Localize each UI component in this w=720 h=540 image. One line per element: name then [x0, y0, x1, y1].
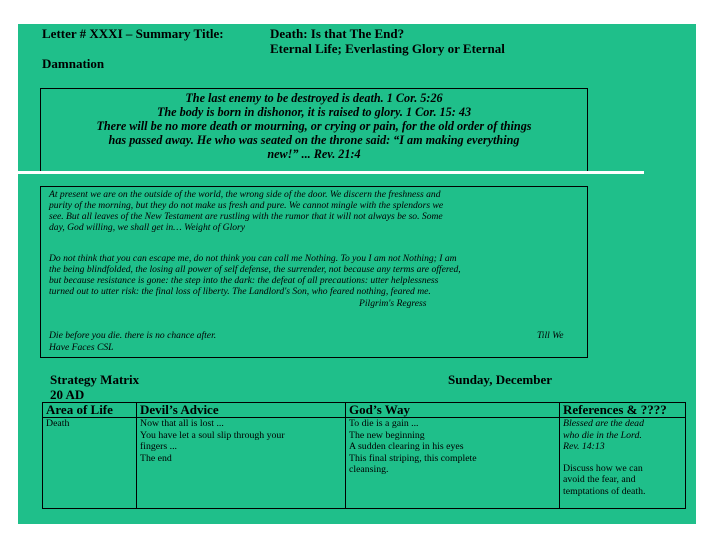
quote-line: purity of the morning, but they do not make us fresh and pure. We cannot mingle with the splendors we — [49, 200, 444, 211]
column-header-area: Area of Life — [43, 403, 137, 418]
quote-line: turned out to utter risk: the final loss of liberty. The Landlord's Son, who feared nothing, feared me. — [49, 286, 431, 297]
devil-cell — [137, 418, 346, 509]
matrix-title: Strategy Matrix — [50, 372, 140, 387]
quotes-box — [40, 186, 588, 358]
quote-line: see. But all leaves of the New Testament are rustling with the rumor that it will not always be so. Some — [49, 211, 443, 222]
cell-line: A sudden clearing in his eyes — [349, 441, 464, 453]
quote-line: Die before you die. there is no chance after. — [49, 330, 217, 341]
quote-source: Till We — [537, 330, 564, 341]
cell-line: To die is a gain ... — [349, 418, 419, 429]
cell-line: Discuss how we can — [563, 462, 643, 474]
cell-line: Rev. 14:13 — [563, 441, 605, 453]
strategy-matrix-table — [42, 402, 686, 509]
quote-source: Pilgrim's Regress — [359, 298, 427, 309]
god-cell — [346, 418, 560, 509]
scripture-line: There will be no more death or mourning, or crying or pain, for the old order of things — [96, 119, 532, 133]
column-header-god: God’s Way — [346, 403, 560, 418]
divider-line — [18, 171, 644, 174]
slide — [18, 24, 696, 524]
area-value: Death — [46, 418, 70, 429]
summary-title-line-2: Eternal Life; Everlasting Glory or Eternal — [270, 41, 505, 56]
quote-line: Have Faces CSL — [49, 342, 114, 353]
table-row — [43, 418, 686, 509]
quote-line: but because resistance is gone: the step into the dark: the defeat of all precautions: utter helplessness — [49, 275, 439, 286]
cell-line: This final striping, this complete — [349, 452, 477, 464]
scripture-line: new!” ... Rev. 21:4 — [267, 147, 361, 161]
scripture-line: has passed away. He who was seated on the throne said: “I am making everything — [108, 133, 520, 147]
summary-title-line-1: Death: Is that The End? — [270, 26, 405, 41]
cell-line: cleansing. — [349, 464, 389, 476]
cell-line: fingers ... — [140, 441, 178, 453]
cell-line: who die in the Lord. — [563, 429, 642, 441]
cell-line: The end — [140, 452, 172, 464]
table-header-row — [43, 403, 686, 418]
column-header-references: References & ???? — [560, 403, 686, 418]
scripture-line: The last enemy to be destroyed is death. 1 Cor. 5:26 — [185, 91, 443, 105]
references-cell — [560, 418, 686, 509]
scripture-line: The body is born in dishonor, it is raised to glory. 1 Cor. 15: 43 — [156, 105, 472, 119]
spacer — [563, 453, 685, 463]
cell-line: temptations of death. — [563, 485, 646, 497]
quote-line: day, God willing, we shall get in… Weight of Glory — [49, 222, 246, 233]
column-header-devil: Devil’s Advice — [137, 403, 346, 418]
quote-line: Do not think that you can escape me, do not think you can call me Nothing. To you I am not Nothing; I am — [49, 253, 457, 264]
scripture-box — [40, 88, 588, 174]
summary-title-line-3: Damnation — [42, 56, 105, 71]
cell-line: avoid the fear, and — [563, 474, 636, 486]
cell-line: You have let a soul slip through your — [140, 429, 285, 441]
area-cell — [43, 418, 137, 509]
matrix-date: Sunday, December — [448, 372, 552, 387]
cell-line: Now that all is lost ... — [140, 418, 224, 429]
quote-line: the being blindfolded, the losing all power of self defense, the surrender, not because any terms are offered, — [49, 264, 461, 275]
cell-line: The new beginning — [349, 429, 425, 441]
quote-line: At present we are on the outside of the world, the wrong side of the door. We discern the freshness and — [49, 189, 441, 200]
letter-number-label: Letter # XXXI – Summary Title: — [42, 26, 224, 41]
cell-line: Blessed are the dead — [563, 418, 644, 429]
matrix-year: 20 AD — [50, 387, 85, 402]
